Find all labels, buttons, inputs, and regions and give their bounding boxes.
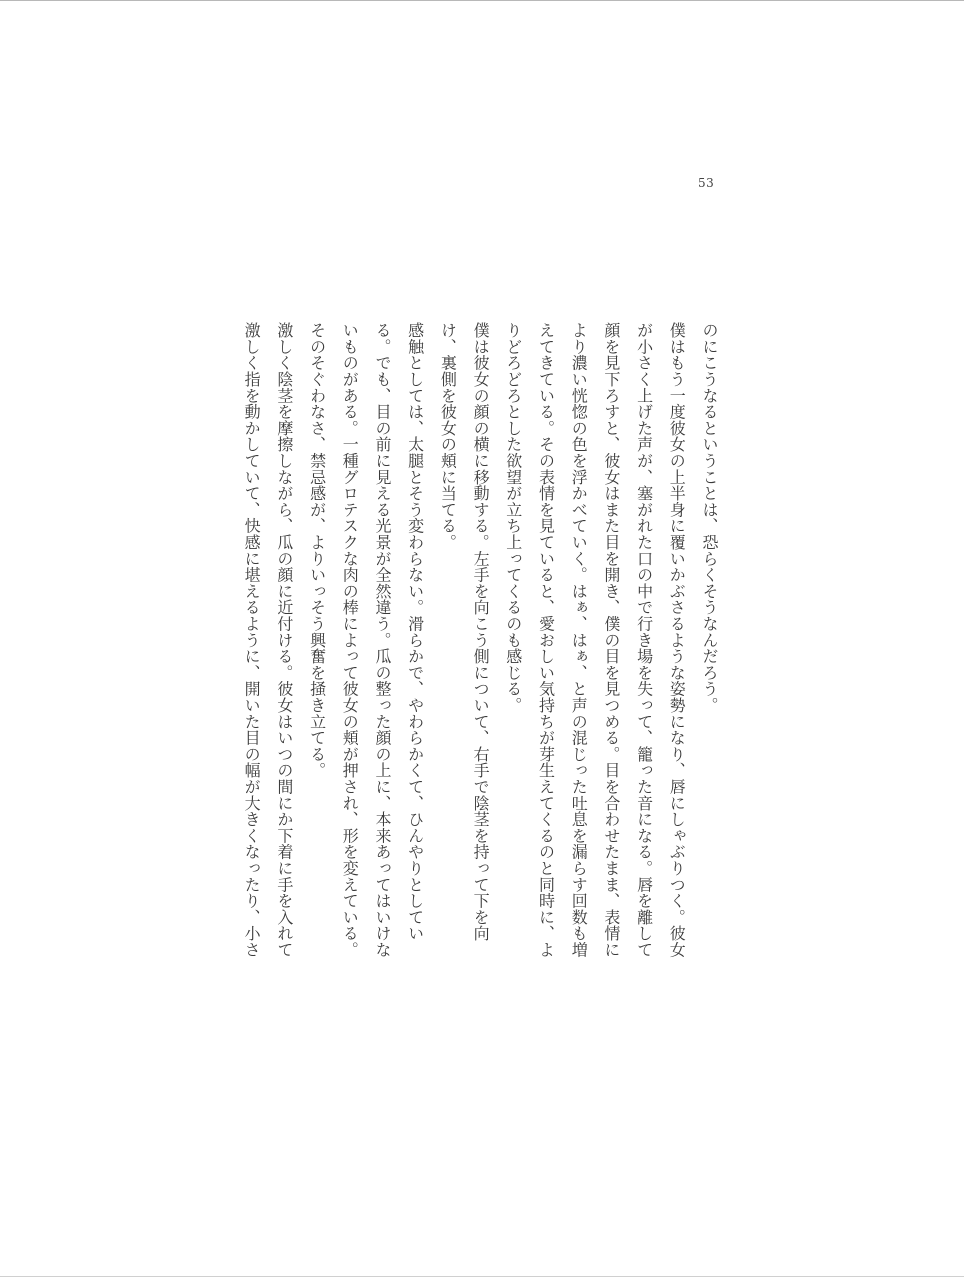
paragraph-5: 激しく陰茎を摩擦しながら、瓜の顔に近付ける。彼女はいつの間にか下着に手を入れて激しく指を動かしていて、快感に堪えるように、開いた目の幅が大きくなったり、小さ [242, 322, 294, 958]
body-text-vertical [235, 322, 725, 972]
paragraph-1: のにこうなるということは、恐らくそうなんだろう。 [700, 322, 719, 714]
page-number: 53 [698, 176, 715, 190]
bottom-border-line [0, 1276, 964, 1277]
paragraph-2: 僕はもう一度彼女の上半身に覆いかぶさるような姿勢になり、唇にしゃぶりつく。彼女が小さく上げた声が、塞がれた口の中で行き場を失って、籠った音になる。唇を離して顔を見下ろすと、彼女はまた目を開き、僕の目を見つめる。目を合わせたまま、表情により濃い恍惚の色を浮かべていく。はぁ、はぁ、と声の混じった吐息を漏らす回数も増えてきている。その表情を見ていると、愛おしい気持ちが芽生えてくるのと同時に、よりどろどろとした欲望が立ち上ってくるのも感じる。 [503, 322, 687, 958]
paragraph-4: 感触としては、太腿とそう変わらない。滑らかで、やわらかくて、ひんやりとしている。でも、目の前に見える光景が全然違う。瓜の整った顔の上に、本来あってはいけないものがある。一種グロテスクな肉の棒によって彼女の頬が押され、形を変えている。そのそぐわなさ、禁忌感が、よりいっそう興奮を掻き立てる。 [307, 322, 425, 958]
top-border-line [0, 0, 964, 1]
paragraph-3: 僕は彼女の顔の横に移動する。左手を向こう側について、右手で陰茎を持って下を向け、裏側を彼女の頬に当てる。 [438, 322, 491, 942]
